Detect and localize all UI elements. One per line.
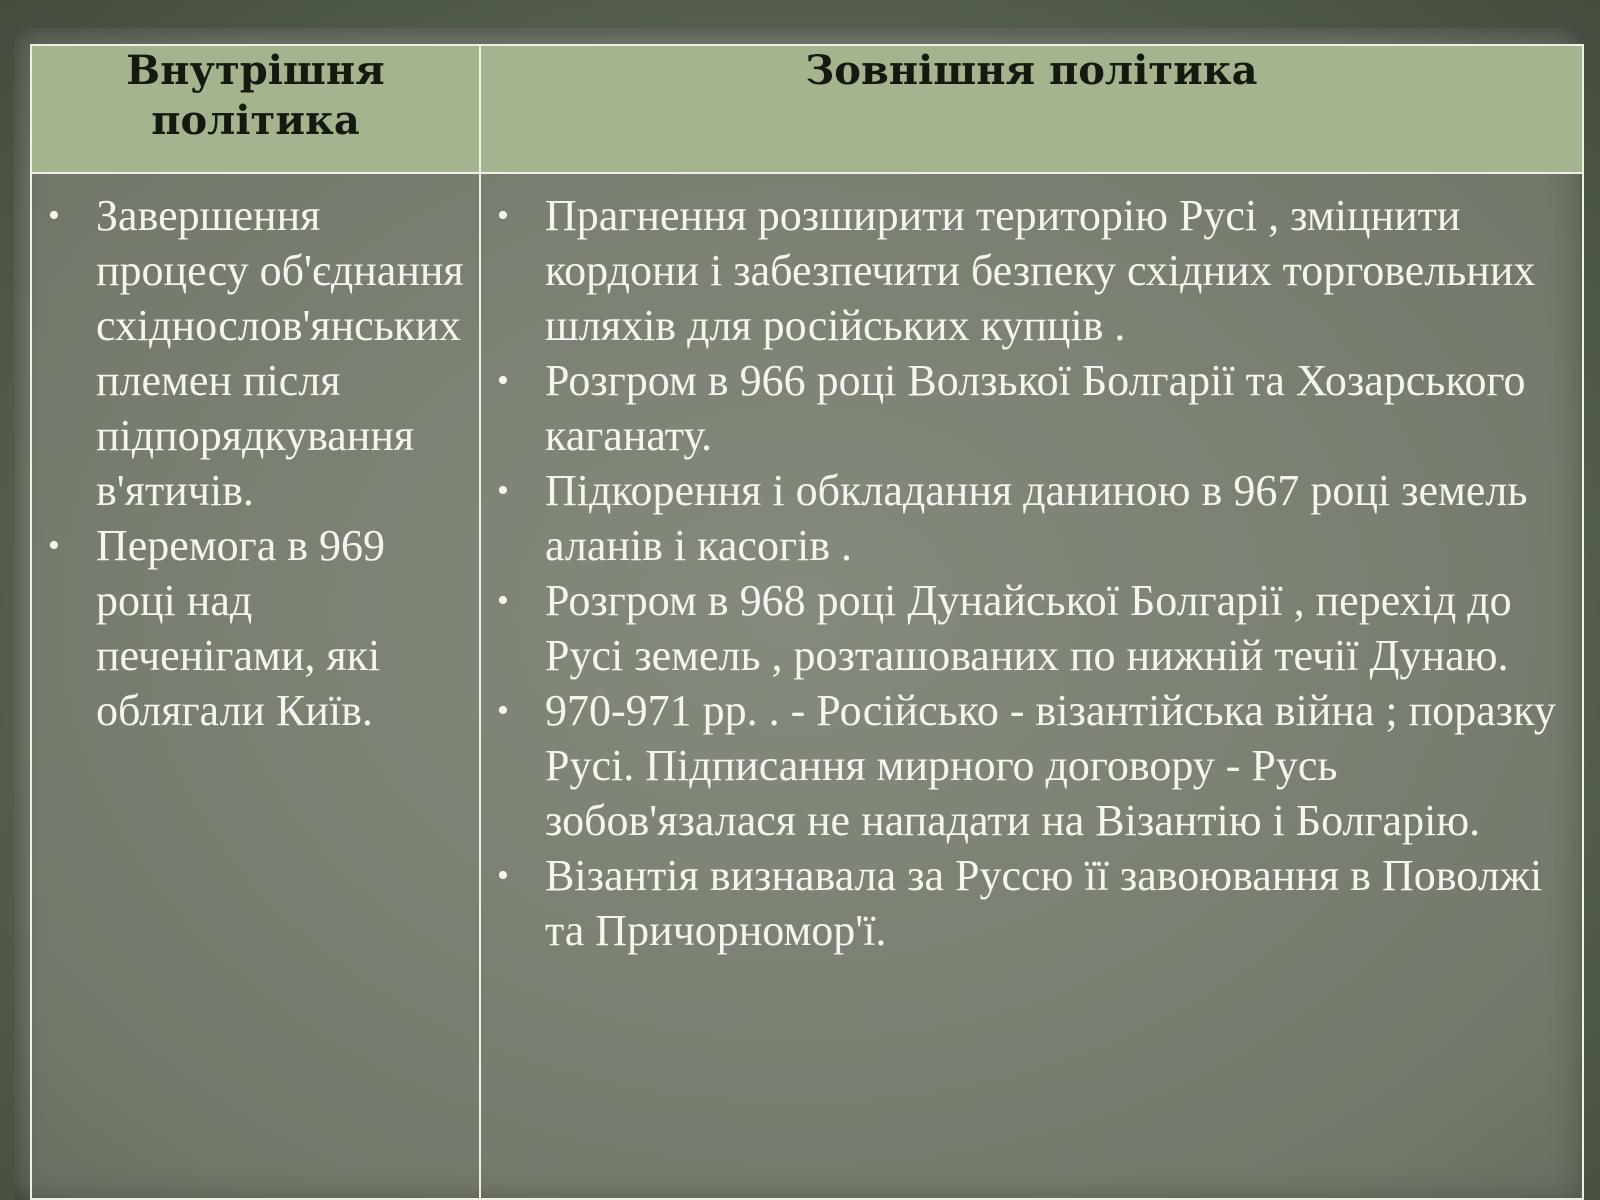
- external-policy-cell: [480, 173, 1583, 1199]
- list-item: [481, 683, 1582, 848]
- list-item-text: 970-971 рр. . - Російсько - візантійська війна ; поразку Русі. Підписання мирного договору - Русь зобов'язалася не нападати на Візантію і Болгарію.: [545, 686, 1556, 845]
- bullet-icon: •: [48, 197, 60, 234]
- header-external-policy: Зовнішня політика: [480, 45, 1583, 173]
- internal-policy-cell: [31, 173, 480, 1199]
- list-item: [32, 518, 479, 738]
- list-item-text: Розгром в 966 році Волзької Болгарії та Хозарського каганату.: [545, 356, 1526, 460]
- list-item-text: Перемога в 969 році над печенігами, які облягали Київ.: [96, 521, 386, 735]
- table-header-row: [31, 45, 1583, 173]
- list-item: [481, 188, 1582, 353]
- bullet-icon: •: [497, 197, 509, 234]
- bullet-icon: •: [48, 527, 60, 564]
- list-item-text: Прагнення розширити територію Русі , зміцнити кордони і забезпечити безпеку східних торговельних шляхів для російських купців .: [545, 191, 1536, 350]
- table-body-row: [31, 173, 1583, 1199]
- list-item-text: Підкорення і обкладання даниною в 967 році земель аланів і касогів .: [545, 466, 1528, 570]
- list-item-text: Візантія визнавала за Руссю її завоювання в Поволжі та Причорномор'ї.: [545, 851, 1543, 955]
- list-item: [481, 353, 1582, 463]
- bullet-icon: •: [497, 582, 509, 619]
- list-item: [32, 188, 479, 518]
- bullet-icon: •: [497, 857, 509, 894]
- list-item: [481, 463, 1582, 573]
- list-item-text: Завершення процесу об'єднання східнослов'янських племен після підпорядкування в'ятичів.: [96, 191, 464, 515]
- header-internal-policy: Внутрішня політика: [31, 45, 480, 173]
- policy-table: [30, 44, 1584, 1200]
- bullet-icon: •: [497, 472, 509, 509]
- bullet-icon: •: [497, 362, 509, 399]
- list-item: [481, 848, 1582, 958]
- list-item-text: Розгром в 968 році Дунайської Болгарії , перехід до Русі земель , розташованих по нижній течії Дунаю.: [545, 576, 1512, 680]
- bullet-icon: •: [497, 692, 509, 729]
- internal-policy-list: [32, 174, 479, 738]
- external-policy-list: [481, 174, 1582, 958]
- list-item: [481, 573, 1582, 683]
